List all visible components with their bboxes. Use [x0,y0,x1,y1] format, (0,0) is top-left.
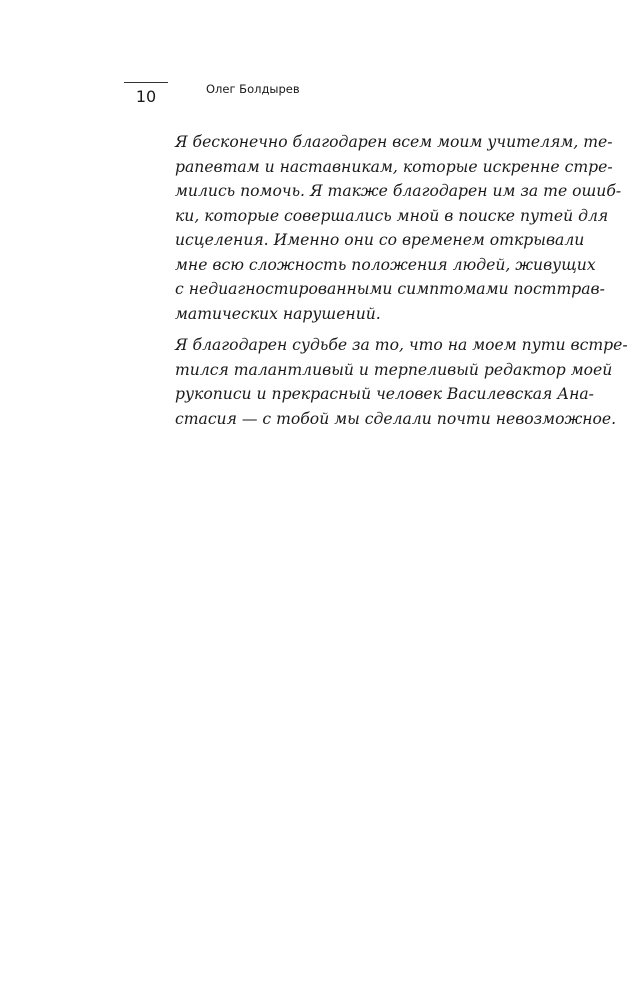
text-line: рукописи и прекрасный человек Василевская Ана- [175,385,594,403]
text-line: мились помочь. Я также благодарен им за те ошиб- [175,182,622,200]
page-number: 10 [135,87,157,106]
text-line: стасия — с тобой мы сделали почти невозможное. [175,409,617,428]
text-line: рапевтам и наставникам, которые искренне стре- [175,157,613,176]
text-line: Я благодарен судьбе за то, что на моем пути встре- [175,336,628,354]
text-line: тился талантливый и терпеливый редактор моей [175,360,613,379]
paragraph-gratitude-editor [175,333,628,431]
text-line: исцеления. Именно они со временем открывали [175,231,585,249]
text-line: ки, которые совершались мной в поиске путей для [175,206,609,225]
running-head-author: Олег Болдырев [206,82,300,96]
body-text [175,130,628,431]
paragraph-gratitude-teachers [175,130,622,326]
text-line: Я бесконечно благодарен всем моим учителям, те- [175,133,613,151]
paragraph-gap [175,326,568,333]
header-rule [124,82,168,83]
text-line: матических нарушений. [175,304,381,323]
text-line: мне всю сложность положения людей, живущих [175,255,596,274]
text-line: с недиагностированными симптомами посттрав- [175,280,605,298]
